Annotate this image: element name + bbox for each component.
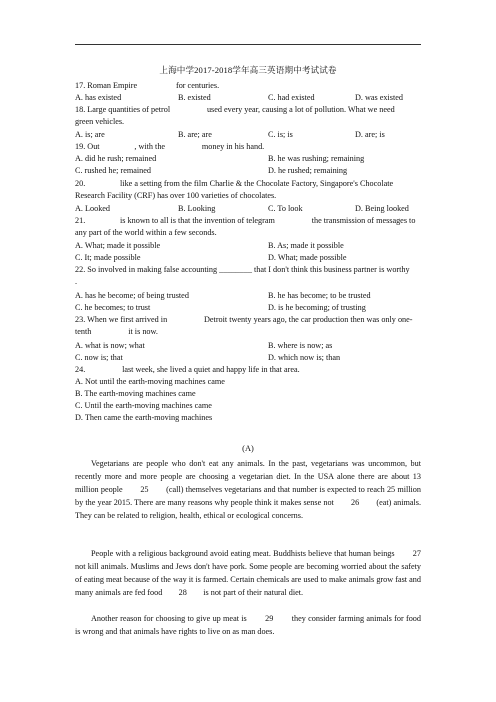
option[interactable]: A. Looked xyxy=(75,204,111,213)
option[interactable]: A. is; are xyxy=(75,130,105,139)
option[interactable]: C. is; is xyxy=(268,130,293,139)
option[interactable]: D. What; made possible xyxy=(268,253,347,262)
option[interactable]: A. what is now; what xyxy=(75,341,145,350)
option[interactable]: B. he was rushing; remaining xyxy=(268,154,365,163)
passage-paragraph: People with a religious background avoid eating meat. Buddhists believe that human beings 27 not kill animals. Muslims and Jews don't have pork. Some people are becoming worried about the safety of eating meat because of the way it is farmed. Certain chemicals are used to make animals grow fast and many animals are fed food 28 is not part of their natural diet. xyxy=(75,549,438,597)
option[interactable]: A. Not until the earth-moving machines came xyxy=(75,377,225,386)
option[interactable]: B. he has become; to be trusted xyxy=(268,291,371,300)
option[interactable]: C. To look xyxy=(268,204,303,213)
question-21-stem: 21. is known to all is that the invention of telegram the transmission of messages to any part of the world within a few seconds. xyxy=(75,216,418,238)
question-18-stem: 18. Large quantities of petrol used every year, causing a lot of pollution. What we need green vehicles. xyxy=(75,105,428,127)
option[interactable]: A. has existed xyxy=(75,93,122,102)
option[interactable]: D. was existed xyxy=(355,93,403,102)
option[interactable]: C. now is; that xyxy=(75,353,123,362)
option[interactable]: A. did he rush; remained xyxy=(75,154,157,163)
page-title: 上海中学2017-2018学年高三英语期中考试试卷 xyxy=(159,65,337,75)
option[interactable]: D. Then came the earth-moving machines xyxy=(75,413,213,422)
option[interactable]: C. It; made possible xyxy=(75,253,141,262)
option[interactable]: B. are; are xyxy=(178,130,212,139)
option[interactable]: B. existed xyxy=(178,93,211,102)
passage-paragraph: Another reason for choosing to give up meat is 29 they consider farming animals for food is wrong and that animals have rights to live on as man does. xyxy=(75,614,424,636)
question-20-stem: 20. like a setting from the film Charlie & the Chocolate Factory, Singapore's Chocolate Research Facility (CRF) has over 100 varieties of chocolates. xyxy=(75,179,396,201)
question-24-stem: 24. last week, she lived a quiet and happy life in that area. xyxy=(75,365,300,374)
option[interactable]: B. Looking xyxy=(178,204,216,213)
option[interactable]: D. is he becoming; of trusting xyxy=(268,303,366,312)
header-rule xyxy=(75,44,421,45)
question-22-stem: 22. So involved in making false accounting ________ that I don't think this business partner is worthy . xyxy=(75,265,445,287)
option[interactable]: C. he becomes; to trust xyxy=(75,303,151,312)
question-17-stem: 17. Roman Empire for centuries. xyxy=(75,81,220,90)
option[interactable]: C. rushed he; remained xyxy=(75,166,151,175)
question-23-stem: 23. When we first arrived in Detroit twenty years ago, the car production then was only one-tenth it is now. xyxy=(75,315,413,337)
passage-label: (A) xyxy=(242,444,254,453)
option[interactable]: D. are; is xyxy=(355,130,385,139)
option[interactable]: D. which now is; than xyxy=(268,353,341,362)
option[interactable]: C. Until the earth-moving machines came xyxy=(75,401,212,410)
option[interactable]: D. Being looked xyxy=(355,204,409,213)
passage-paragraph: Vegetarians are people who don't eat any animals. In the past, vegetarians was uncommon, but recently more and more people are choosing a vegetarian diet. In the USA alone there are about 13 million people 25 (call) themselves vegetarians and that number is expected to reach 25 million by the year 2015. There are many reasons why people think it makes sense not 26 (eat) animals. They can be related to religion, health, ethical or ecological concerns. xyxy=(75,459,424,520)
option[interactable]: A. has he become; of being trusted xyxy=(75,291,189,300)
question-19-stem: 19. Out , with the money in his hand. xyxy=(75,142,265,151)
option[interactable]: B. where is now; as xyxy=(268,341,333,350)
option[interactable]: B. The earth-moving machines came xyxy=(75,389,196,398)
option[interactable]: D. he rushed; remaining xyxy=(268,166,348,175)
option[interactable]: B. As; made it possible xyxy=(268,241,344,250)
option[interactable]: A. What; made it possible xyxy=(75,241,161,250)
option[interactable]: C. had existed xyxy=(268,93,315,102)
